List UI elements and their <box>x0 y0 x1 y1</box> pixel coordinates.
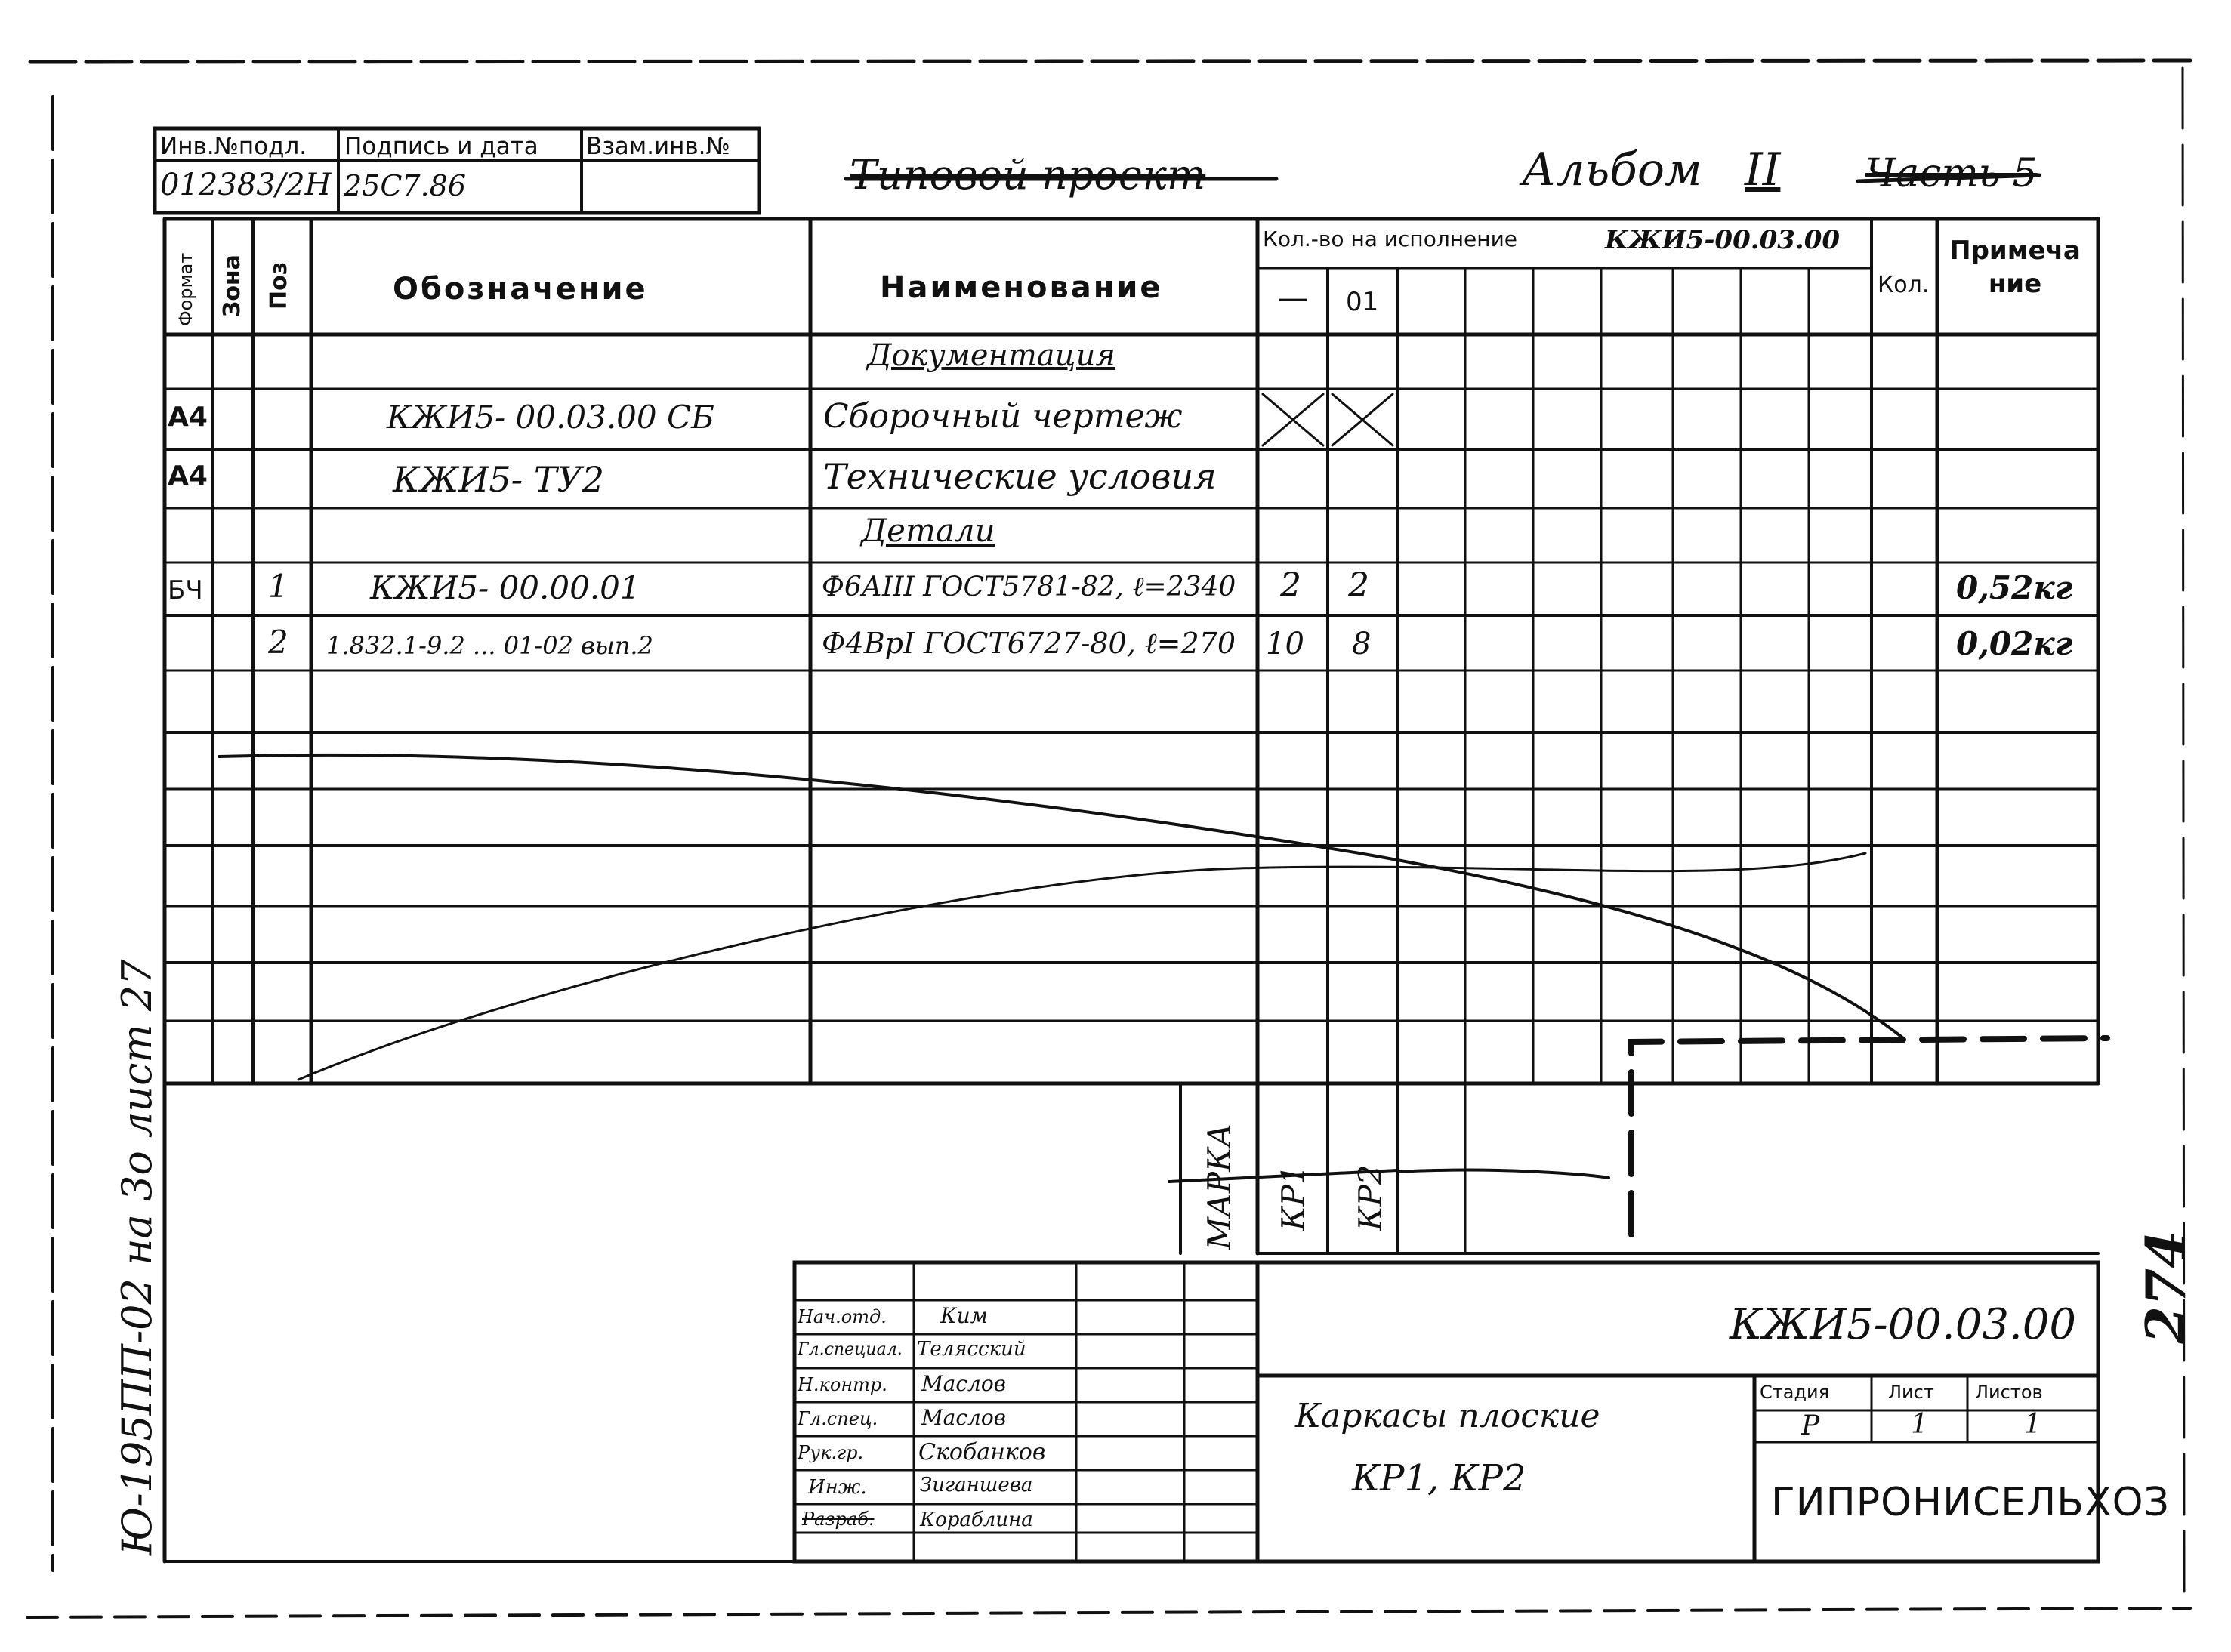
signer-name-3: Маслов <box>921 1371 1007 1396</box>
col-header-qty-group: Кол.-во на исполнение <box>1263 227 1517 251</box>
section-documentation: Документация <box>867 338 1116 373</box>
stage-label: Стадия <box>1760 1382 1830 1403</box>
struck-project-label: Типовой проект <box>850 151 1206 199</box>
album-number: II <box>1745 143 1781 196</box>
sheet-label: Лист <box>1888 1382 1934 1403</box>
row5-qty-variant-2: 8 <box>1352 627 1372 661</box>
row1-format: А4 <box>168 402 208 433</box>
col-header-note: Примечание <box>1949 236 2081 299</box>
row2-name: Технические условия <box>823 456 1217 497</box>
col-header-qty-doc: КЖИ5-00.03.00 <box>1605 225 1841 255</box>
left-margin-note: Ю-195ПП-02 на 3о лист 27 <box>113 959 161 1555</box>
right-margin-number: 274 <box>2134 1230 2198 1344</box>
signer-name-1: Ким <box>940 1303 988 1328</box>
mark-kr1: КР1 <box>1275 1164 1312 1231</box>
row5-qty-variant-1: 10 <box>1266 627 1304 661</box>
row5-note: 0,02кг <box>1956 625 2073 662</box>
row2-designation: КЖИ5- ТУ2 <box>393 459 605 500</box>
stamp-header-replaces-inv: Взам.инв.№ <box>586 133 730 160</box>
mark-kr2: КР2 <box>1352 1164 1389 1231</box>
row5-name: Ф4ВрI ГОСТ6727-80, ℓ=270 <box>822 627 1236 660</box>
product-title-line1: Каркасы плоские <box>1295 1397 1600 1435</box>
row4-name: Ф6АIII ГОСТ5781-82, ℓ=2340 <box>822 572 1236 603</box>
row4-pos: 1 <box>268 568 289 605</box>
row1-designation: КЖИ5- 00.03.00 СБ <box>387 399 714 436</box>
row4-qty-variant-2: 2 <box>1348 566 1369 605</box>
col-header-variant-dash: — <box>1278 281 1308 316</box>
row5-pos: 2 <box>268 624 289 661</box>
stamp-value-inv-no: 012383/2Н <box>160 168 332 202</box>
row4-designation: КЖИ5- 00.00.01 <box>370 569 640 606</box>
col-header-variant-01: 01 <box>1346 287 1379 317</box>
organization-name: ГИПРОНИСЕЛЬХОЗ <box>1771 1480 2170 1525</box>
row4-qty-variant-1: 2 <box>1280 566 1301 605</box>
signer-name-7: Кораблина <box>920 1509 1033 1531</box>
signer-role-5: Рук.гр. <box>798 1442 864 1463</box>
sheets-value: 1 <box>2024 1409 2041 1440</box>
signer-role-7: Разраб. <box>802 1509 875 1530</box>
marks-label: МАРКА <box>1201 1123 1238 1250</box>
col-header-zone: Зона <box>219 254 245 317</box>
row2-format: А4 <box>168 461 208 492</box>
sheet-value: 1 <box>1911 1409 1928 1440</box>
product-title-line2: КР1, КР2 <box>1352 1457 1526 1499</box>
row1-name: Сборочный чертеж <box>823 397 1183 436</box>
row4-note: 0,52кг <box>1956 569 2073 606</box>
signer-role-4: Гл.спец. <box>798 1408 878 1429</box>
row4-format: БЧ <box>168 575 203 606</box>
signer-role-3: Н.контр. <box>798 1374 887 1395</box>
signer-role-1: Нач.отд. <box>798 1306 887 1327</box>
stamp-value-signature-date: 25С7.86 <box>344 169 467 202</box>
doc-code: КЖИ5-00.03.00 <box>1730 1300 2077 1349</box>
sheets-label: Листов <box>1975 1382 2043 1403</box>
row5-designation: 1.832.1-9.2 ... 01-02 вып.2 <box>326 631 653 660</box>
signer-role-2: Гл.специал. <box>798 1340 903 1359</box>
signer-role-6: Инж. <box>808 1476 867 1499</box>
col-header-pos: Поз <box>266 261 292 310</box>
section-details: Детали <box>861 512 995 549</box>
signer-name-6: Зиганшева <box>920 1474 1033 1496</box>
col-header-designation: Обозначение <box>393 272 648 307</box>
col-header-format: Формат <box>175 252 196 326</box>
col-header-name: Наименование <box>880 270 1163 305</box>
part-label: Часть 5 <box>1865 151 2038 196</box>
stage-value: Р <box>1801 1410 1820 1441</box>
stamp-header-signature-date: Подпись и дата <box>344 133 538 160</box>
signer-name-5: Скобанков <box>918 1439 1046 1466</box>
stamp-header-inv-no: Инв.№подл. <box>160 133 307 160</box>
signer-name-4: Маслов <box>921 1405 1007 1430</box>
signer-name-2: Телясский <box>917 1338 1026 1361</box>
album-label: Альбом <box>1522 143 1702 196</box>
col-header-qty: Кол. <box>1878 272 1930 298</box>
